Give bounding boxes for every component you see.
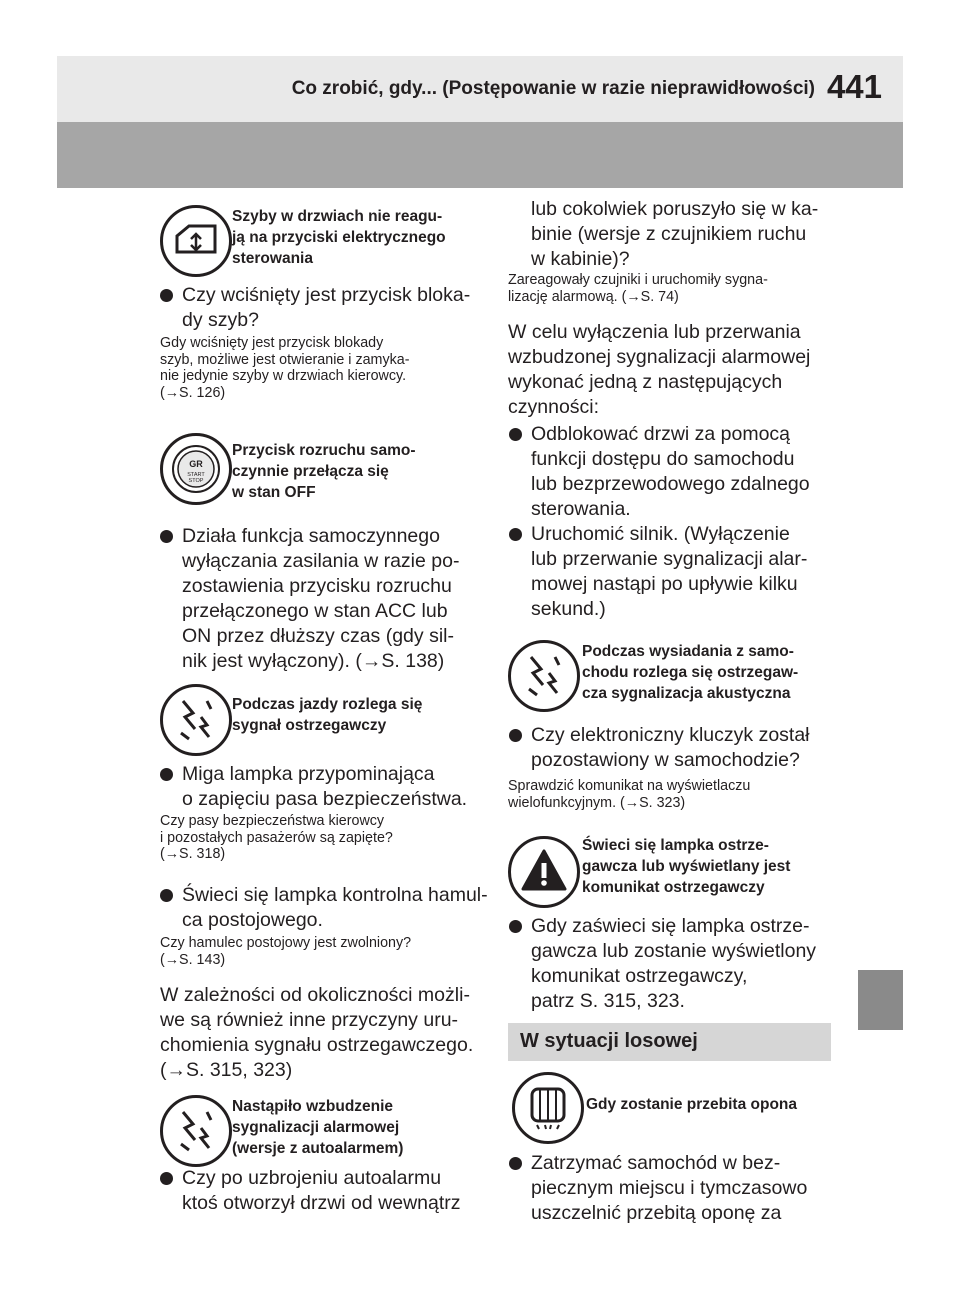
note-window-lock: Gdy wciśnięty jest przycisk blokady szyb, możliwe jest otwieranie i zamyka- nie jedynie szyby w drzwiach kierowcy. (→S. 126): [160, 335, 410, 401]
bullet-auto-off: Działa funkcja samoczynnego wyłączania zasilania w razie po- zostawienia przycisku rozruchu przełączonego w stan ACC lub ON przez dłuższy czas (gdy sil- nik jest wyłączony). (→S. 138): [182, 525, 460, 672]
bullet-key-left: Czy elektroniczny kluczyk został pozostawiony w samochodzie?: [531, 724, 810, 771]
header-title: Co zrobić, gdy... (Postępowanie w razie nieprawidłowości): [291, 78, 815, 99]
icon-title-warning-light: Świeci się lampka ostrze- gawcza lub wyświetlany jest komunikat ostrzegawczy: [582, 837, 791, 896]
chapter-tab: [858, 970, 903, 1030]
paragraph-stop-alarm: W celu wyłączenia lub przerwania wzbudzonej sygnalizacji alarmowej wykonać jedną z następujących czynności:: [508, 321, 811, 418]
note-sensors: Zareagowały czujniki i uruchomiły sygna- lizację alarmową. (→S. 74): [508, 272, 768, 305]
bullet-flat-tire: Zatrzymać samochód w bez- piecznym miejscu i tymczasowo uszczelnić przebitą oponę za: [531, 1152, 808, 1224]
page-number: 441: [826, 68, 882, 105]
bullet-parking-brake: Świeci się lampka kontrolna hamul- ca postojowego.: [182, 884, 488, 931]
paragraph-motion-sensor: lub cokolwiek poruszyło się w ka- binie (wersje z czujnikiem ruchu w kabinie)?: [531, 198, 819, 270]
icon-title-driving-warning: Podczas jazdy rozlega się sygnał ostrzegawczy: [232, 696, 423, 734]
bullet-seatbelt: Miga lampka przypominająca o zapięciu pasa bezpieczeństwa.: [182, 763, 468, 810]
note-parking-brake: Czy hamulec postojowy jest zwolniony? (→S. 143): [160, 935, 412, 968]
icon-title-exit-warning: Podczas wysiadania z samo- chodu rozlega się ostrzegaw- cza sygnalizacja akustyczna: [582, 643, 799, 702]
icon-title-start-stop: Przycisk rozruchu samo- czynnie przełącza się w stan OFF: [232, 442, 416, 501]
note-key-left: Sprawdzić komunikat na wyświetlaczu wielofunkcyjnym. (→S. 323): [508, 778, 751, 811]
icon-title-alarm: Nastąpiło wzbudzenie sygnalizacji alarmowej (wersje z autoalarmem): [232, 1098, 404, 1157]
icon-title-windows: Szyby w drzwiach nie reagu- ją na przyciski elektrycznego sterowania: [232, 208, 446, 267]
header-band: [57, 122, 903, 188]
section-heading-bar: [508, 1023, 831, 1061]
section-heading: W sytuacji losowej: [520, 1030, 698, 1052]
window-icon: [160, 205, 232, 277]
bullet-warning-light: Gdy zaświeci się lampka ostrze- gawcza lub zostanie wyświetlony komunikat ostrzegawczy, patrz S. 315, 323.: [531, 915, 817, 1012]
alarm-system-icon: [160, 1095, 232, 1167]
paragraph-other-causes: W zależności od okoliczności możli- we są również inne przyczyny uru- chomienia sygnału ostrzegawczego. (→S. 315, 323): [160, 984, 474, 1081]
svg-text:STOP: STOP: [188, 478, 204, 484]
bullet-start-engine: Uruchomić silnik. (Wyłączenie lub przerwanie sygnalizacji alar- mowej nastąpi po upływie kilku sekund.): [531, 523, 808, 620]
bullet-unlock-doors: Odblokować drzwi za pomocą funkcji dostępu do samochodu lub bezprzewodowego zdalnego sterowania.: [531, 423, 810, 520]
bullet-alarm-door: Czy po uzbrojeniu autoalarmu ktoś otworzył drzwi od wewnątrz: [182, 1167, 461, 1214]
svg-text:GR: GR: [189, 459, 203, 469]
exit-warning-icon: [508, 640, 580, 712]
icon-title-flat-tire: Gdy zostanie przebita opona: [586, 1096, 797, 1113]
note-seatbelt: Czy pasy bezpieczeństwa kierowcy i pozostałych pasażerów są zapięte? (→S. 318): [160, 813, 393, 862]
bullet-window-lock: Czy wciśnięty jest przycisk bloka- dy szyb?: [182, 284, 471, 331]
alarm-sound-icon: [160, 684, 232, 756]
svg-text:START: START: [187, 472, 205, 478]
warning-triangle-icon: [508, 836, 580, 908]
start-stop-icon: [160, 433, 232, 505]
flat-tire-icon: [512, 1072, 584, 1144]
